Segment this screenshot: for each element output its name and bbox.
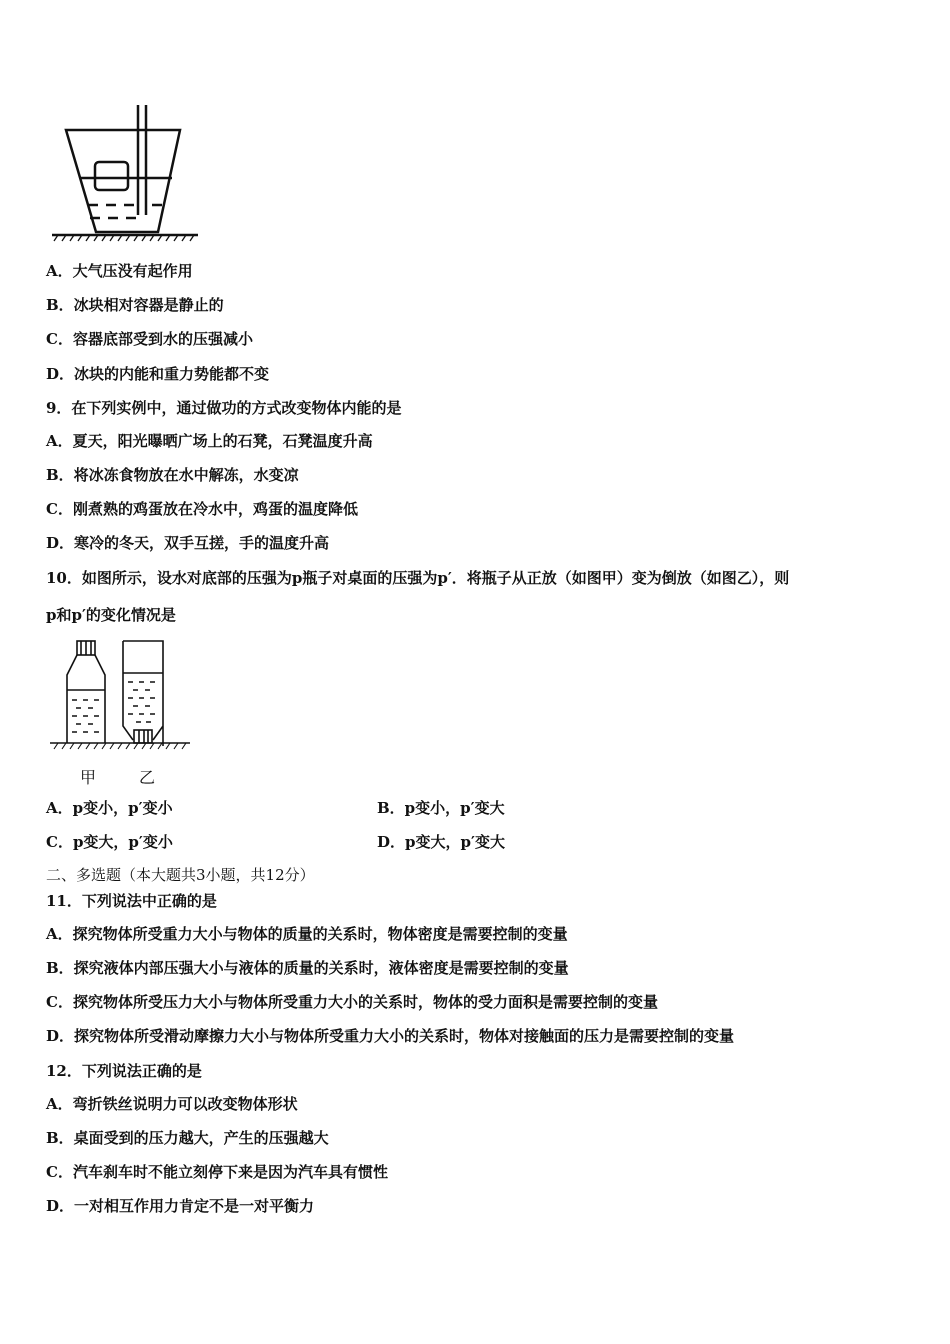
q11-stem: 11．下列说法中正确的是 <box>46 892 217 910</box>
q8-option-d[interactable]: D．冰块的内能和重力势能都不变 <box>46 365 270 383</box>
q10-option-d[interactable]: D．p变大，p′变大 <box>377 833 505 851</box>
ice-container-figure <box>40 100 200 245</box>
q11-option-b[interactable]: B．探究液体内部压强大小与液体的质量的关系时，液体密度是需要控制的变量 <box>46 959 569 977</box>
q9-option-d[interactable]: D．寒冷的冬天，双手互搓，手的温度升高 <box>46 534 330 552</box>
q10-stem-line2: p和p′的变化情况是 <box>46 606 176 624</box>
figure-label-jia: 甲 <box>80 768 97 787</box>
figure-label-yi: 乙 <box>139 768 156 787</box>
q8-option-a[interactable]: A．大气压没有起作用 <box>46 262 193 280</box>
q9-stem: 9．在下列实例中，通过做功的方式改变物体内能的是 <box>46 399 402 417</box>
q10-option-c[interactable]: C．p变大，p′变小 <box>46 833 173 851</box>
q9-option-b[interactable]: B．将冰冻食物放在水中解冻，水变凉 <box>46 466 299 484</box>
q12-option-b[interactable]: B．桌面受到的压力越大，产生的压强越大 <box>46 1129 329 1147</box>
q11-option-c[interactable]: C．探究物体所受压力大小与物体所受重力大小的关系时，物体的受力面积是需要控制的变量 <box>46 993 658 1011</box>
q12-stem: 12．下列说法正确的是 <box>46 1062 202 1080</box>
section-heading: 二、多选题（本大题共3小题，共12分） <box>46 866 315 884</box>
q8-option-c[interactable]: C．容器底部受到水的压强减小 <box>46 330 253 348</box>
q12-option-a[interactable]: A．弯折铁丝说明力可以改变物体形状 <box>46 1095 298 1113</box>
q8-option-b[interactable]: B．冰块相对容器是静止的 <box>46 296 224 314</box>
q9-option-c[interactable]: C．刚煮熟的鸡蛋放在冷水中，鸡蛋的温度降低 <box>46 500 358 518</box>
bottles-figure <box>50 640 195 755</box>
q12-option-d[interactable]: D．一对相互作用力肯定不是一对平衡力 <box>46 1197 315 1215</box>
q9-option-a[interactable]: A．夏天，阳光曝晒广场上的石凳，石凳温度升高 <box>46 432 373 450</box>
q12-option-c[interactable]: C．汽车刹车时不能立刻停下来是因为汽车具有惯性 <box>46 1163 388 1181</box>
q10-option-b[interactable]: B．p变小，p′变大 <box>377 799 505 817</box>
q10-stem-line1: 10．如图所示，设水对底部的压强为p瓶子对桌面的压强为p′．将瓶子从正放（如图甲）变为倒放（如图乙），则 <box>46 569 790 587</box>
q10-option-a[interactable]: A．p变小，p′变小 <box>46 799 173 817</box>
q11-option-a[interactable]: A．探究物体所受重力大小与物体的质量的关系时，物体密度是需要控制的变量 <box>46 925 568 943</box>
q11-option-d[interactable]: D．探究物体所受滑动摩擦力大小与物体所受重力大小的关系时，物体对接触面的压力是需要控制的变量 <box>46 1027 735 1045</box>
